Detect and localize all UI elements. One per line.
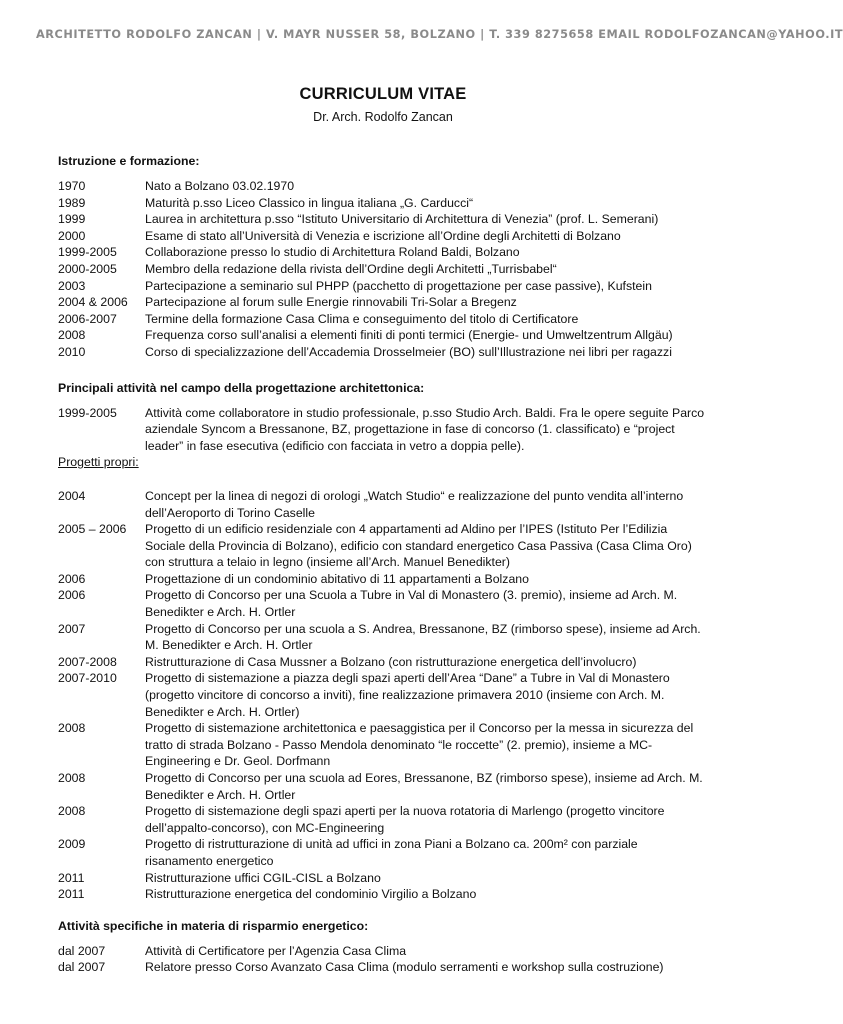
education-list — [58, 178, 708, 361]
section-heading-energy: Attività specifiche in materia di risparmio energetico: — [58, 918, 369, 933]
cv-entry-row — [58, 571, 708, 588]
cv-entry-text: Progetto di sistemazione degli spazi aperti per la nuova rotatoria di Marlengo (progetto vincitore dell’appalto-concorso), con MC-Engineering — [145, 804, 665, 835]
cv-entry-date: 2008 — [58, 328, 86, 343]
cv-entry-date: 2003 — [58, 278, 86, 293]
document-title: CURRICULUM VITAE — [299, 85, 467, 103]
cv-entry-row — [58, 587, 708, 620]
cv-entry-row — [58, 195, 708, 212]
cv-entry-date: 2006-2007 — [58, 311, 117, 326]
cv-entry-text: Laurea in architettura p.sso “Istituto Universitario di Architettura di Venezia” (prof. L. Semerani) — [145, 212, 659, 227]
letterhead: ARCHITETTO RODOLFO ZANCAN | V. MAYR NUSSER 58, BOLZANO | T. 339 8275658 EMAIL RODOLFOZANCAN@YAHOO.IT — [36, 28, 843, 41]
cv-entry-date: dal 2007 — [58, 943, 106, 958]
cv-entry-text: Membro della redazione della rivista dell’Ordine degli Architetti „Turrisbabel“ — [145, 261, 557, 276]
cv-entry-text: Ristrutturazione energetica del condominio Virgilio a Bolzano — [145, 887, 477, 902]
cv-entry-row — [58, 211, 708, 228]
cv-entry-row — [58, 770, 708, 803]
cv-entry-text: Concept per la linea di negozi di orologi „Watch Studio“ e realizzazione del punto vendita all’interno dell’Aeroporto di Torino Caselle — [145, 488, 684, 520]
cv-entry-row — [58, 870, 708, 887]
cv-entry-date: 1970 — [58, 179, 86, 193]
cv-entry-row — [58, 244, 708, 261]
cv-entry-text: Ristrutturazione di Casa Mussner a Bolzano (con ristrutturazione energetica dell’involucro) — [145, 654, 637, 669]
cv-entry-row — [58, 228, 708, 245]
cv-entry-row — [58, 327, 708, 344]
own-projects-label: Progetti propri: — [58, 455, 139, 470]
cv-entry-text: Relatore presso Corso Avanzato Casa Clima (modulo serramenti e workshop sulla costruzione) — [145, 960, 664, 975]
cv-entry-date: 1989 — [58, 195, 86, 210]
cv-entry-text: Progetto di Concorso per una scuola a S. Andrea, Bressanone, BZ (rimborso spese), insieme ad Arch. M. Benedikter e Arch. H. Ortler — [145, 621, 701, 653]
cv-entry-text: Progetto di Concorso per una scuola ad Eores, Bressanone, BZ (rimborso spese), insieme ad Arch. M. Benedikter e Arch. H. Ortler — [145, 771, 703, 802]
cv-entry-row — [58, 621, 708, 654]
cv-entry-date: 1999-2005 — [58, 245, 117, 260]
cv-entry-date: 2007-2008 — [58, 654, 117, 669]
cv-entry-row — [58, 261, 708, 278]
cv-entry-date: 2000-2005 — [58, 261, 117, 276]
cv-entry-text: Partecipazione a seminario sul PHPP (pacchetto di progettazione per case passive), Kufstein — [145, 278, 652, 293]
cv-entry-date: 2011 — [58, 870, 85, 885]
cv-entry-date: 2009 — [58, 837, 86, 852]
cv-entry-date: 2004 — [58, 488, 86, 503]
cv-entry-date: 1999-2005 — [58, 405, 117, 420]
cv-entry-text: Progetto di un edificio residenziale con 4 appartamenti ad Aldino per l’IPES (Istituto Per l’Edilizia Sociale della Provincia di Bolzano), edificio con standard energetico Casa Passiva (Casa Clima Oro) con struttura a telaio in legno (insieme all’Arch. Manuel Benedikter) — [145, 522, 692, 570]
energy-list — [58, 943, 708, 976]
cv-entry-date: dal 2007 — [58, 960, 106, 975]
cv-entry-text: Progetto di sistemazione architettonica e paesaggistica per il Concorso per la messa in sicurezza del tratto di strada Bolzano - Passo Mendola denominato “le roccette” (2. premio), insieme a MC-Engineering e Dr. Geol. Dorfmann — [145, 721, 694, 769]
cv-entry-date: 2006 — [58, 588, 86, 603]
cv-entry-row — [58, 803, 708, 836]
cv-entry-row — [58, 654, 708, 671]
cv-entry-date: 2008 — [58, 771, 86, 785]
cv-entry-row — [58, 311, 708, 328]
cv-entry-row — [58, 294, 708, 311]
cv-entry-text: Progetto di Concorso per una Scuola a Tubre in Val di Monastero (3. premio), insieme ad Arch. M. Benedikter e Arch. H. Ortler — [145, 588, 678, 620]
cv-entry-row — [58, 886, 708, 903]
cv-entry-date: 2006 — [58, 571, 86, 586]
cv-entry-text: Ristrutturazione uffici CGIL-CISL a Bolzano — [145, 870, 381, 885]
cv-entry-date: 2000 — [58, 228, 86, 243]
activities-list — [58, 405, 708, 455]
cv-entry-row — [58, 670, 708, 720]
cv-entry-text: Attività di Certificatore per l’Agenzia Casa Clima — [145, 943, 407, 958]
cv-entry-text: Progetto di ristrutturazione di unità ad uffici in zona Piani a Bolzano ca. 200m² con parziale risanamento energetico — [145, 837, 638, 868]
cv-entry-row — [58, 943, 708, 960]
cv-entry-date: 2011 — [58, 887, 85, 902]
document-body — [58, 84, 708, 976]
cv-entry-row — [58, 959, 708, 976]
cv-entry-text: Nato a Bolzano 03.02.1970 — [145, 179, 295, 193]
cv-entry-text: Progettazione di un condominio abitativo di 11 appartamenti a Bolzano — [145, 571, 529, 586]
cv-entry-row — [58, 488, 708, 521]
cv-entry-date: 1999 — [58, 212, 86, 227]
cv-entry-date: 2010 — [58, 344, 86, 359]
section-heading-activities: Principali attività nel campo della progettazione architettonica: — [58, 380, 425, 395]
cv-entry-text: Progetto di sistemazione a piazza degli spazi aperti dell’Area “Dane” a Tubre in Val di Monastero (progetto vincitore di concorso a inviti), fine realizzazione primavera 2010 (insieme con Arch. M. Benedikter e Arch. H. Ortler) — [145, 671, 670, 719]
cv-entry-date: 2007 — [58, 621, 86, 636]
cv-entry-date: 2007-2010 — [58, 671, 117, 686]
cv-entry-date: 2005 – 2006 — [58, 522, 127, 537]
cv-entry-row — [58, 720, 708, 770]
cv-entry-row — [58, 405, 708, 455]
cv-entry-text: Attività come collaboratore in studio professionale, p.sso Studio Arch. Baldi. Fra le opere seguite Parco aziendale Syncom a Bressanone, BZ, progettazione in fase di concorso (1. classificato) e “project leader” in fase esecutiva (edificio con facciata in vetro a doppia pelle). — [145, 405, 705, 453]
cv-entry-row — [58, 836, 708, 869]
projects-list — [58, 488, 708, 903]
cv-entry-row — [58, 521, 708, 571]
cv-entry-row — [58, 178, 708, 195]
cv-entry-text: Corso di specializzazione dell’Accademia Drosselmeier (BO) sull’Illustrazione nei libri per ragazzi — [145, 344, 672, 359]
cv-entry-text: Partecipazione al forum sulle Energie rinnovabili Tri-Solar a Bregenz — [145, 295, 517, 310]
cv-entry-date: 2008 — [58, 721, 86, 736]
cv-entry-text: Collaborazione presso lo studio di Architettura Roland Baldi, Bolzano — [145, 245, 520, 260]
section-heading-education: Istruzione e formazione: — [58, 154, 200, 168]
cv-entry-date: 2004 & 2006 — [58, 295, 128, 310]
cv-entry-row — [58, 278, 708, 295]
cv-entry-text: Esame di stato all’Università di Venezia e iscrizione all’Ordine degli Architetti di Bolzano — [145, 228, 621, 243]
cv-entry-text: Termine della formazione Casa Clima e conseguimento del titolo di Certificatore — [145, 311, 579, 326]
cv-entry-date: 2008 — [58, 804, 86, 819]
cv-entry-text: Maturità p.sso Liceo Classico in lingua italiana „G. Carducci“ — [145, 195, 474, 210]
cv-entry-text: Frequenza corso sull’analisi a elementi finiti di ponti termici (Energie- und Umweltzentrum Allgäu) — [145, 328, 673, 343]
cv-entry-row — [58, 344, 708, 361]
document-subtitle: Dr. Arch. Rodolfo Zancan — [313, 110, 453, 124]
